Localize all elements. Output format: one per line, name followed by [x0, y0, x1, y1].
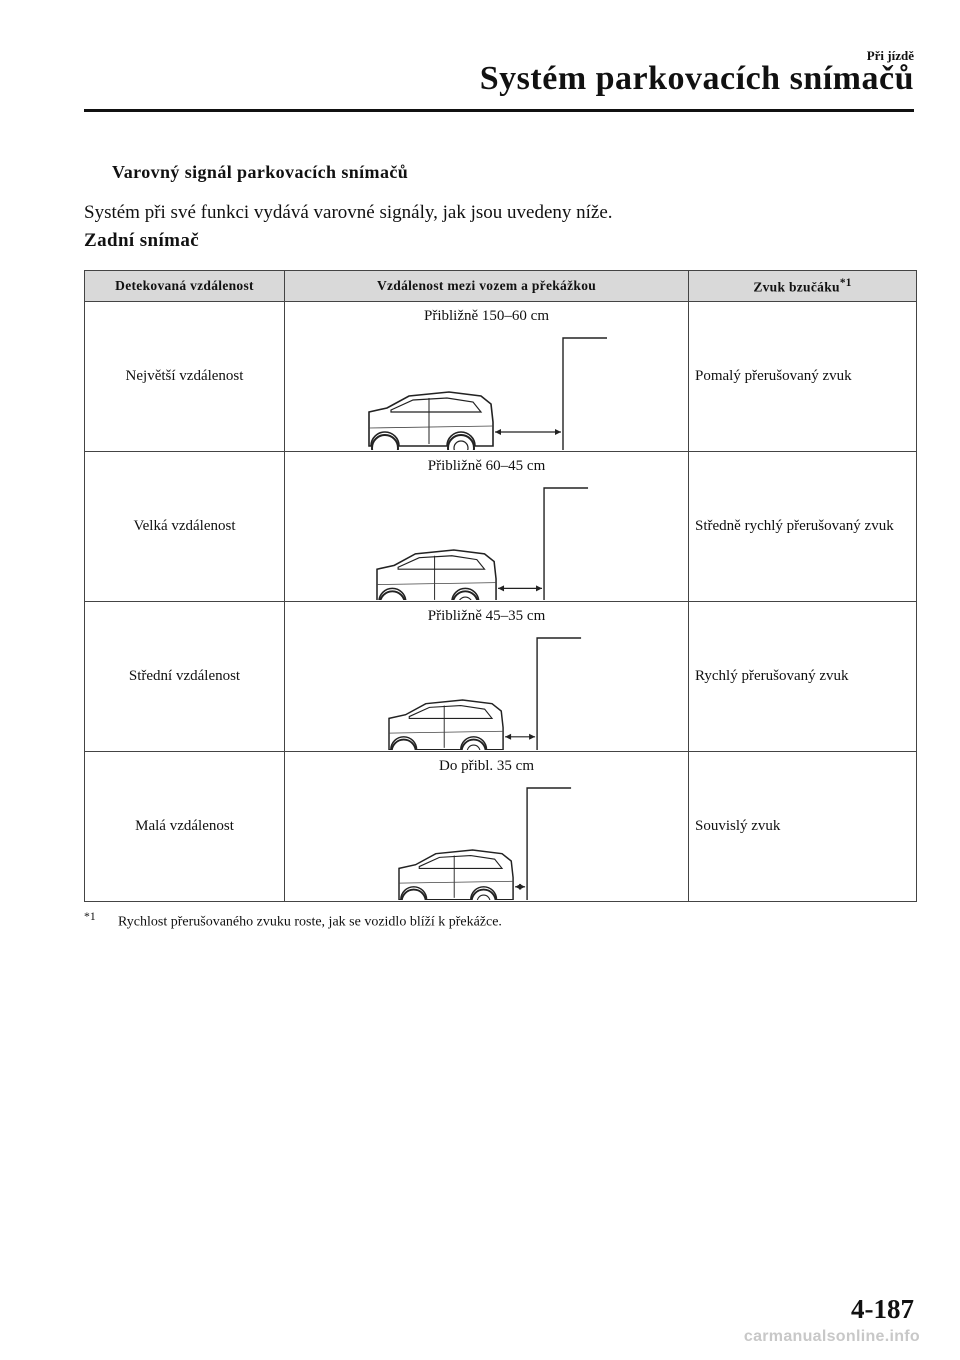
sound-label: Souvislý zvuk — [689, 752, 917, 902]
header-rule — [84, 109, 914, 112]
distance-illustration-cell — [285, 452, 689, 602]
warning-table — [84, 270, 917, 902]
distance-label: Malá vzdálenost — [85, 752, 285, 902]
watermark: carmanualsonline.info — [743, 1328, 920, 1345]
car-rear-illustration — [389, 700, 503, 750]
car-rear-wheel — [448, 435, 474, 450]
arrow-head-left — [498, 585, 504, 591]
sound-label: Rychlý přerušovaný zvuk — [689, 602, 917, 752]
car-rear-illustration — [377, 550, 496, 600]
header-detected-distance: Detekovaná vzdálenost — [85, 271, 285, 302]
car-rear-illustration — [369, 392, 493, 450]
distance-label: Velká vzdálenost — [85, 452, 285, 602]
arrow-head-right — [529, 734, 535, 740]
table-row — [85, 602, 917, 752]
table-header-row — [85, 271, 917, 302]
distance-illustration-cell — [285, 752, 689, 902]
car-distance-illustration — [285, 330, 689, 450]
intro-text: Systém při své funkci vydává varovné signály, jak jsou uvedeny níže. — [84, 202, 613, 223]
car-front-wheel — [372, 435, 398, 450]
arrow-head-right — [555, 429, 561, 435]
subheading: Zadní snímač — [84, 230, 200, 251]
obstacle-wall-icon — [544, 488, 588, 600]
sound-label: Středně rychlý přerušovaný zvuk — [689, 452, 917, 602]
arrow-head-left — [505, 734, 511, 740]
arrow-head-left — [495, 429, 501, 435]
arrow-head-right — [536, 585, 542, 591]
header-section: Při jízdě — [866, 48, 914, 63]
footnote — [84, 910, 502, 931]
table-row — [85, 302, 917, 452]
obstacle-wall-icon — [527, 788, 571, 900]
header-buzzer-sound-label: Zvuk bzučáku — [753, 279, 840, 295]
range-label: Přibližně 45–35 cm — [427, 608, 546, 624]
distance-illustration-cell — [285, 602, 689, 752]
range-label: Přibližně 60–45 cm — [427, 458, 546, 474]
header-footnote-mark: *1 — [839, 276, 852, 289]
car-rear-illustration — [399, 850, 513, 900]
obstacle-wall-icon — [537, 638, 581, 750]
footnote-text: Rychlost přerušovaného zvuku roste, jak se vozidlo blíží k překážce. — [118, 914, 502, 930]
page-title: Systém parkovacích snímačů — [479, 60, 914, 97]
car-distance-illustration — [285, 630, 689, 750]
range-label: Přibližně 150–60 cm — [424, 308, 549, 324]
distance-label: Střední vzdálenost — [85, 602, 285, 752]
footnote-mark: *1 — [84, 910, 96, 923]
obstacle-wall-icon — [563, 338, 607, 450]
car-distance-illustration — [285, 480, 689, 600]
distance-label: Největší vzdálenost — [85, 302, 285, 452]
table-row — [85, 452, 917, 602]
range-label: Do přibl. 35 cm — [439, 758, 534, 774]
header-car-obstacle-distance: Vzdálenost mezi vozem a překážkou — [285, 271, 689, 302]
sound-label: Pomalý přerušovaný zvuk — [689, 302, 917, 452]
car-front-wheel — [402, 890, 426, 900]
table-row — [85, 752, 917, 902]
header-buzzer-sound — [689, 271, 917, 302]
section-title: Varovný signál parkovacích snímačů — [112, 162, 409, 182]
distance-illustration-cell — [285, 302, 689, 452]
car-distance-illustration — [285, 780, 689, 900]
page-number: 4-187 — [851, 1294, 914, 1324]
car-front-wheel — [392, 740, 416, 750]
arrow-head-right — [519, 884, 525, 890]
